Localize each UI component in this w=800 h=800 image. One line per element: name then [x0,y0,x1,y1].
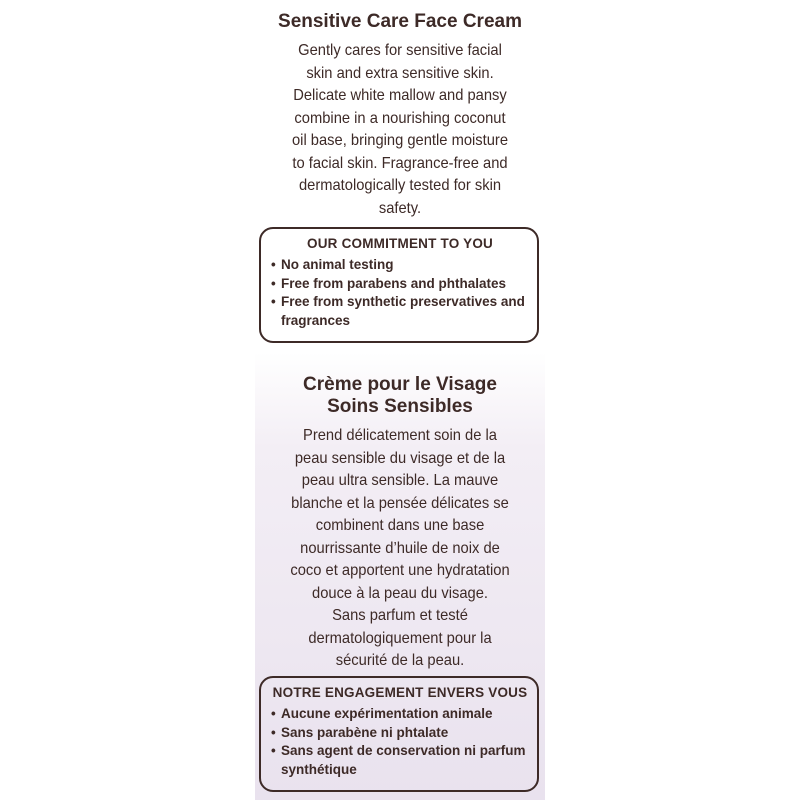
english-commitment-box [259,227,539,343]
description-line: douce à la peau du visage. [312,584,488,602]
description-line: sécurité de la peau. [335,652,465,669]
commitment-item: • Sans parabène ni phtalate [271,724,529,743]
french-description [267,425,534,673]
description-line: Sans parfum et testé [332,607,468,624]
commitment-item: • No animal testing [271,256,529,275]
commitment-item: • Free from parabens and phthalates [271,275,529,294]
description-line: nourrissante d’huile de noix de [300,539,500,557]
english-commitment-heading: OUR COMMITMENT TO YOU [307,236,493,251]
description-line: blanche et la pensée délicates se [291,494,509,512]
french-section [255,374,545,673]
english-description [267,40,534,220]
description-line: skin and extra sensitive skin. [306,64,494,82]
description-line: peau sensible du visage et de la [294,449,506,467]
description-line: combine in a nourishing coconut [294,109,506,127]
english-section [255,11,545,220]
english-title: Sensitive Care Face Cream [278,11,522,32]
description-line: oil base, bringing gentle moisture [291,132,509,149]
english-commitment-list [271,256,529,330]
description-line: coco et apportent une hydratation [290,562,510,579]
description-line: safety. [378,199,422,217]
description-line: Prend délicatement soin de la [303,427,497,444]
commitment-item: • Aucune expérimentation animale [271,705,529,724]
french-commitment-list [271,705,529,779]
commitment-item: • Free from synthetic preservatives and fragrances [271,293,529,330]
french-commitment-heading: NOTRE ENGAGEMENT ENVERS VOUS [272,685,528,700]
description-line: combinent dans une base [315,517,485,534]
french-title-line: Soins Sensibles [327,396,473,417]
french-title [255,374,545,418]
description-line: dermatologically tested for skin [298,177,502,194]
description-line: peau ultra sensible. La mauve [301,472,499,489]
description-line: Delicate white mallow and pansy [293,87,507,104]
description-line: to facial skin. Fragrance-free and [292,154,508,172]
french-commitment-box [259,676,539,792]
commitment-item: • Sans agent de conservation ni parfum synthétique [271,742,529,779]
french-title-line: Crème pour le Visage [303,374,497,395]
description-line: dermatologiquement pour la [308,629,492,647]
description-line: Gently cares for sensitive facial [298,42,502,59]
